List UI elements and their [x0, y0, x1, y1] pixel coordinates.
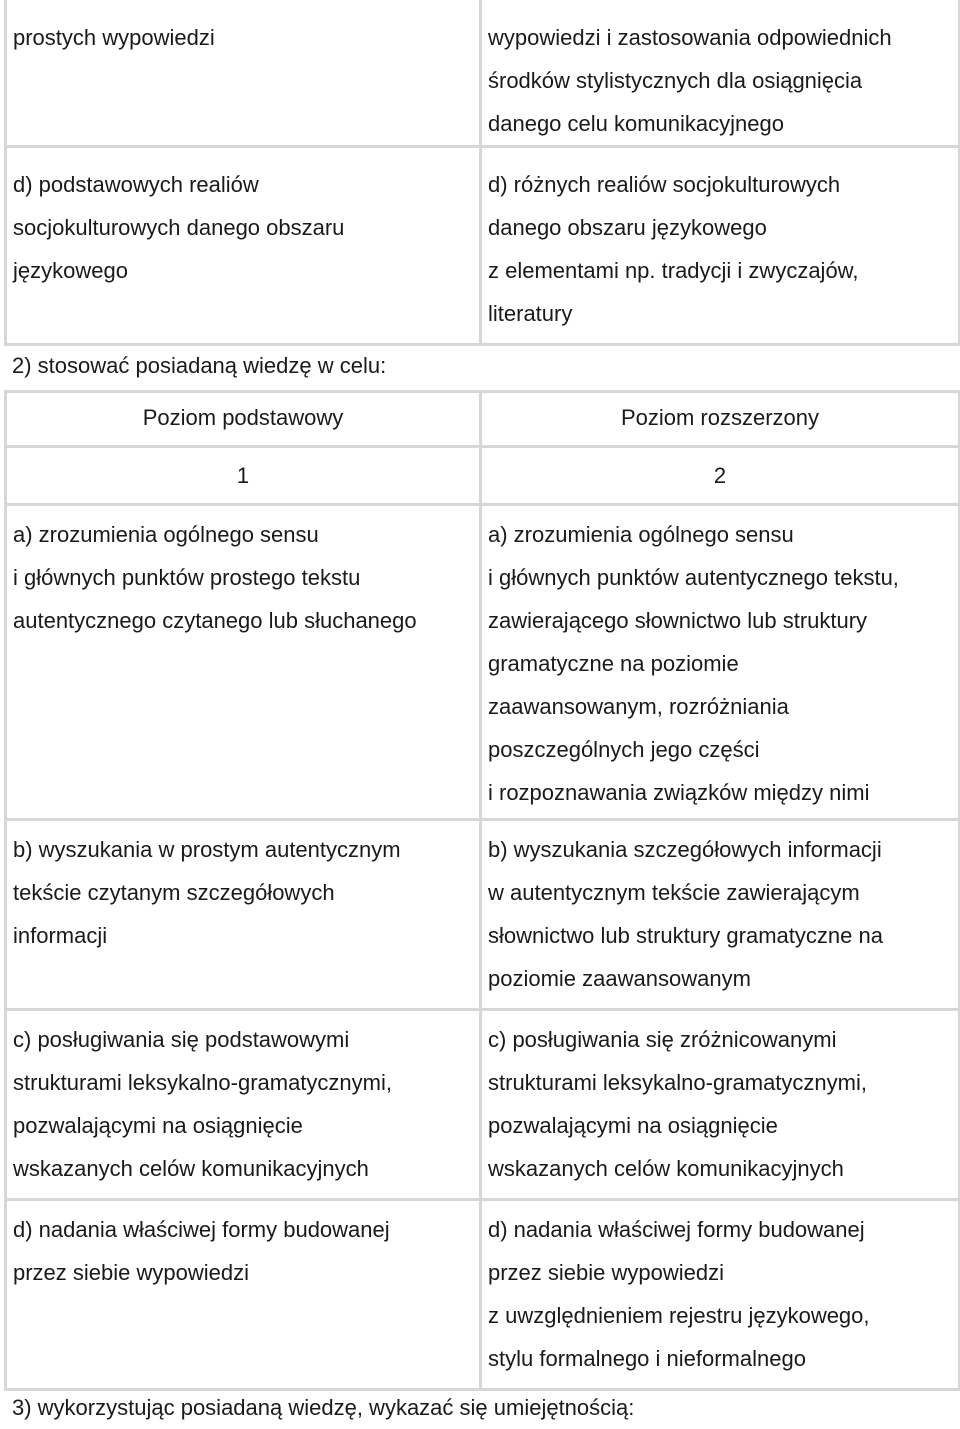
cell-line: informacji	[13, 923, 108, 948]
cell-line: z elementami np. tradycji i zwyczajów,	[488, 258, 859, 283]
cell-line: wskazanych celów komunikacyjnych	[488, 1156, 844, 1181]
cell-line: stylu formalnego i nieformalnego	[488, 1346, 806, 1371]
cell-line: językowego	[13, 258, 128, 283]
top-table	[4, 0, 960, 346]
cell-line: a) zrozumienia ogólnego sensu	[488, 522, 794, 547]
header-label: Poziom podstawowy	[142, 405, 344, 430]
cell-line: b) wyszukania w prostym autentycznym	[13, 837, 401, 862]
cell-left	[6, 505, 481, 820]
section-heading: 2) stosować posiadaną wiedzę w celu:	[12, 353, 387, 378]
table-row	[6, 820, 960, 1010]
cell-left	[6, 1010, 481, 1200]
cell-line: przez siebie wypowiedzi	[488, 1260, 724, 1285]
table-row	[6, 147, 960, 345]
cell-right	[481, 1200, 960, 1390]
cell-right	[481, 147, 960, 345]
cell-line: w autentycznym tekście zawierającym	[488, 880, 860, 905]
cell-line: danego celu komunikacyjnego	[488, 111, 784, 136]
cell-line: prostych wypowiedzi	[13, 25, 215, 50]
cell-right	[481, 820, 960, 1010]
cell-line: poziomie zaawansowanym	[488, 966, 751, 991]
column-number-label: 2	[713, 463, 727, 488]
column-number	[481, 447, 960, 505]
cell-line: d) nadania właściwej formy budowanej	[488, 1217, 865, 1242]
table-header-row	[6, 392, 960, 447]
cell-line: d) podstawowych realiów	[13, 172, 259, 197]
cell-left	[6, 147, 481, 345]
cell-line: zawierającego słownictwo lub struktury	[488, 608, 868, 633]
cell-line: c) posługiwania się zróżnicowanymi	[488, 1027, 837, 1052]
cell-line: danego obszaru językowego	[488, 215, 767, 240]
cell-line: socjokulturowych danego obszaru	[13, 215, 345, 240]
cell-right	[481, 505, 960, 820]
column-number	[6, 447, 481, 505]
cell-line: pozwalającymi na osiągnięcie	[488, 1113, 778, 1138]
cell-line: strukturami leksykalno-gramatycznymi,	[488, 1070, 867, 1095]
cell-line: wskazanych celów komunikacyjnych	[13, 1156, 369, 1181]
cell-left	[6, 1200, 481, 1390]
cell-line: z uwzględnieniem rejestru językowego,	[488, 1303, 870, 1328]
cell-line: środków stylistycznych dla osiągnięcia	[488, 68, 863, 93]
cell-line: zaawansowanym, rozróżniania	[488, 694, 789, 719]
header-label: Poziom rozszerzony	[620, 405, 820, 430]
cell-line: wypowiedzi i zastosowania odpowiednich	[488, 25, 892, 50]
cell-line: d) nadania właściwej formy budowanej	[13, 1217, 390, 1242]
cell-line: i głównych punktów prostego tekstu	[13, 565, 361, 590]
cell-line: i rozpoznawania związków między nimi	[488, 780, 870, 805]
column-number-label: 1	[236, 463, 250, 488]
column-number-row	[6, 447, 960, 505]
table-row	[6, 1200, 960, 1390]
table-row	[6, 1010, 960, 1200]
cell-line: pozwalającymi na osiągnięcie	[13, 1113, 303, 1138]
section-heading: 3) wykorzystując posiadaną wiedzę, wykazać się umiejętnością:	[12, 1395, 635, 1420]
cell-right	[481, 1010, 960, 1200]
cell-line: poszczególnych jego części	[488, 737, 760, 762]
cell-line: d) różnych realiów socjokulturowych	[488, 172, 841, 197]
cell-left	[6, 820, 481, 1010]
cell-line: autentycznego czytanego lub słuchanego	[13, 608, 417, 633]
cell-line: gramatyczne na poziomie	[488, 651, 739, 676]
table-row	[6, 0, 960, 147]
cell-line: słownictwo lub struktury gramatyczne na	[488, 923, 883, 948]
cell-line: a) zrozumienia ogólnego sensu	[13, 522, 319, 547]
cell-right	[481, 0, 960, 147]
main-table	[4, 390, 960, 1391]
cell-line: tekście czytanym szczegółowych	[13, 880, 335, 905]
column-header-extended	[481, 392, 960, 447]
column-header-basic	[6, 392, 481, 447]
cell-line: i głównych punktów autentycznego tekstu,	[488, 565, 899, 590]
table-row	[6, 505, 960, 820]
cell-line: c) posługiwania się podstawowymi	[13, 1027, 350, 1052]
cell-line: literatury	[488, 301, 573, 326]
cell-line: strukturami leksykalno-gramatycznymi,	[13, 1070, 392, 1095]
cell-line: b) wyszukania szczegółowych informacji	[488, 837, 882, 862]
cell-left	[6, 0, 481, 147]
cell-line: przez siebie wypowiedzi	[13, 1260, 249, 1285]
